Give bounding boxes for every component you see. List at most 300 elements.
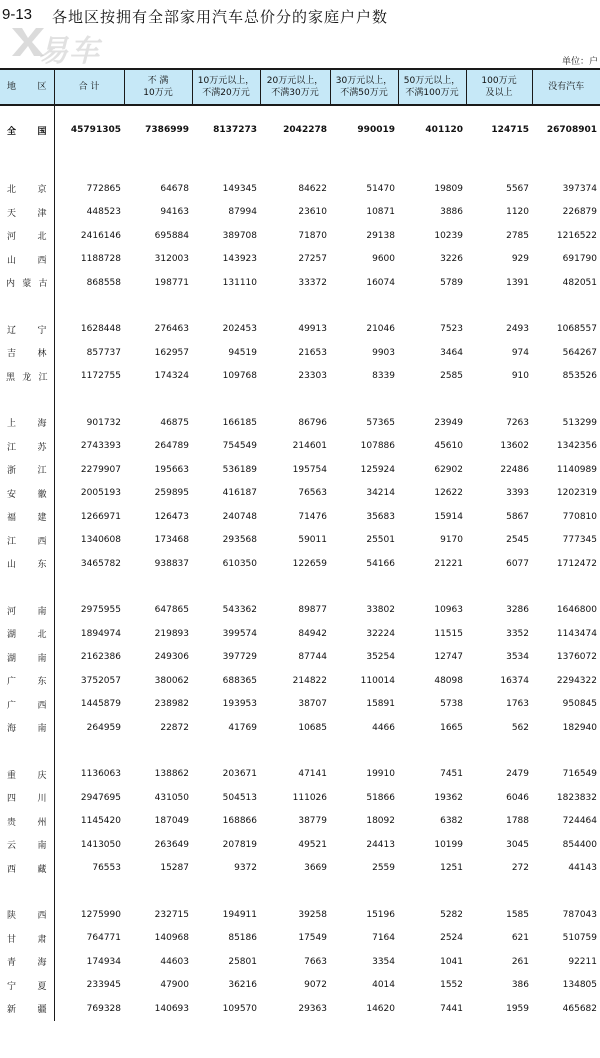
value-cell: 787043 <box>562 909 597 920</box>
unit-label: 单位：户 <box>561 57 598 67</box>
value-cell: 109570 <box>222 1003 257 1014</box>
region-label: 辽 宁 <box>7 325 47 336</box>
value-cell: 5738 <box>440 699 463 710</box>
value-cell: 27257 <box>298 254 327 265</box>
spacer-cell <box>192 880 260 903</box>
value-cell: 233945 <box>86 980 121 991</box>
region-name <box>0 669 54 693</box>
table-row <box>0 177 600 201</box>
value-cell: 29363 <box>298 1003 327 1014</box>
value-cell: 19809 <box>434 183 463 194</box>
table-row <box>0 599 600 623</box>
table-row <box>0 810 600 834</box>
value-cell: 62902 <box>434 464 463 475</box>
region-label: 吉 林 <box>7 349 47 360</box>
value-cell: 777345 <box>562 535 597 546</box>
value-cell: 2545 <box>506 535 529 546</box>
value-cell: 13602 <box>500 441 529 452</box>
value-cell: 938837 <box>154 558 189 569</box>
value-cell: 1665 <box>440 722 463 733</box>
value-cell: 1628448 <box>80 324 121 335</box>
value-cell: 854400 <box>562 839 597 850</box>
value-cell: 7451 <box>440 769 463 780</box>
value-cell: 125924 <box>360 464 395 475</box>
region-label: 河 南 <box>7 606 47 617</box>
region-label: 天 津 <box>7 208 47 219</box>
value-cell: 1413050 <box>80 839 121 850</box>
value-cell: 380062 <box>154 675 189 686</box>
spacer-cell <box>330 576 398 599</box>
value-cell: 207819 <box>222 839 257 850</box>
spacer-cell <box>0 154 54 177</box>
spacer-cell <box>466 576 532 599</box>
value-cell: 4466 <box>372 722 395 733</box>
value-cell: 276463 <box>154 324 189 335</box>
table-row <box>0 505 600 529</box>
region-label: 海 南 <box>7 724 47 735</box>
region-label: 甘 肃 <box>7 934 47 945</box>
value-cell: 272 <box>511 863 529 874</box>
region-label: 江 西 <box>7 536 47 547</box>
value-cell: 198771 <box>154 277 189 288</box>
value-cell: 16374 <box>500 675 529 686</box>
value-cell: 195663 <box>154 464 189 475</box>
value-cell: 3393 <box>506 488 529 499</box>
region-label: 上 海 <box>7 419 47 430</box>
header-text: 50万元以上， <box>403 76 461 86</box>
value-cell: 240748 <box>222 511 257 522</box>
value-cell: 482051 <box>562 277 597 288</box>
spacer-cell <box>330 295 398 318</box>
table-row <box>0 716 600 740</box>
value-cell: 312003 <box>154 254 189 265</box>
table-row <box>0 318 600 342</box>
value-cell: 691790 <box>562 254 597 265</box>
value-cell: 259895 <box>154 488 189 499</box>
value-cell: 19910 <box>366 769 395 780</box>
spacer-cell <box>466 388 532 411</box>
value-cell: 1041 <box>440 956 463 967</box>
region-name <box>0 810 54 834</box>
value-cell: 25501 <box>366 535 395 546</box>
value-cell: 134805 <box>562 980 597 991</box>
table-row <box>0 201 600 225</box>
region-name <box>0 411 54 435</box>
value-cell: 71870 <box>298 230 327 241</box>
value-cell: 214822 <box>292 675 327 686</box>
spacer-cell <box>466 740 532 763</box>
value-cell: 10199 <box>434 839 463 850</box>
header-text: 没有汽车 <box>548 82 585 92</box>
region-name <box>0 552 54 576</box>
table-row <box>0 997 600 1021</box>
value-cell: 3226 <box>440 254 463 265</box>
value-cell: 401120 <box>425 125 463 135</box>
data-table-container <box>0 68 600 1021</box>
spacer-cell <box>260 740 330 763</box>
value-cell: 45791305 <box>70 125 121 135</box>
value-cell: 386 <box>511 980 529 991</box>
region-label: 全 国 <box>7 126 47 137</box>
region-label: 黑 龙 江 <box>6 372 48 383</box>
value-cell: 38707 <box>298 699 327 710</box>
table-row <box>0 365 600 389</box>
spacer-cell <box>54 295 124 318</box>
value-cell: 92211 <box>568 956 597 967</box>
region-label: 河 北 <box>7 232 47 243</box>
value-cell: 122659 <box>292 558 327 569</box>
value-cell: 1646800 <box>556 605 597 616</box>
header-text: 不满20万元 <box>202 88 250 98</box>
watermark-text: 易车 <box>38 34 100 69</box>
header-text: 100万元 <box>481 76 517 86</box>
value-cell: 9372 <box>234 863 257 874</box>
value-cell: 647865 <box>154 605 189 616</box>
value-cell: 399574 <box>222 628 257 639</box>
value-cell: 3352 <box>506 628 529 639</box>
spacer-cell <box>0 880 54 903</box>
group-spacer <box>0 388 600 411</box>
value-cell: 21046 <box>366 324 395 335</box>
value-cell: 109768 <box>222 371 257 382</box>
value-cell: 51866 <box>366 792 395 803</box>
spacer-cell <box>0 388 54 411</box>
value-cell: 1145420 <box>80 816 121 827</box>
value-cell: 431050 <box>154 792 189 803</box>
region-name <box>0 505 54 529</box>
region-label: 内 蒙 古 <box>6 279 48 290</box>
value-cell: 416187 <box>222 488 257 499</box>
region-name <box>0 833 54 857</box>
value-cell: 3045 <box>506 839 529 850</box>
column-header-2 <box>124 69 192 105</box>
table-row <box>0 669 600 693</box>
region-name <box>0 927 54 951</box>
region-label: 贵 州 <box>7 817 47 828</box>
spacer-cell <box>532 576 600 599</box>
region-name <box>0 693 54 717</box>
value-cell: 543362 <box>222 605 257 616</box>
table-row <box>0 950 600 974</box>
value-cell: 1120 <box>506 207 529 218</box>
value-cell: 2975955 <box>80 605 121 616</box>
value-cell: 688365 <box>222 675 257 686</box>
value-cell: 1959 <box>506 1003 529 1014</box>
value-cell: 8137273 <box>213 125 257 135</box>
value-cell: 7441 <box>440 1003 463 1014</box>
value-cell: 124715 <box>491 125 529 135</box>
value-cell: 10871 <box>366 207 395 218</box>
value-cell: 465682 <box>562 1003 597 1014</box>
region-label: 新 疆 <box>7 1005 47 1016</box>
table-row <box>0 646 600 670</box>
value-cell: 293568 <box>222 535 257 546</box>
header-text: 及以上 <box>485 88 513 98</box>
value-cell: 3354 <box>372 956 395 967</box>
region-label: 青 海 <box>7 958 47 969</box>
value-cell: 168866 <box>222 816 257 827</box>
value-cell: 29138 <box>366 230 395 241</box>
page-title: 各地区按拥有全部家用汽车总价分的家庭户户数 <box>52 8 389 26</box>
value-cell: 12747 <box>434 652 463 663</box>
value-cell: 1391 <box>506 277 529 288</box>
table-row <box>0 763 600 787</box>
value-cell: 6077 <box>506 558 529 569</box>
value-cell: 59011 <box>298 535 327 546</box>
value-cell: 15891 <box>366 699 395 710</box>
value-cell: 48098 <box>434 675 463 686</box>
value-cell: 5282 <box>440 909 463 920</box>
value-cell: 974 <box>511 347 529 358</box>
value-cell: 143923 <box>222 254 257 265</box>
value-cell: 1376072 <box>556 652 597 663</box>
region-label: 宁 夏 <box>7 981 47 992</box>
value-cell: 3465782 <box>80 558 121 569</box>
value-cell: 7663 <box>304 956 327 967</box>
value-cell: 23610 <box>298 207 327 218</box>
value-cell: 264959 <box>86 722 121 733</box>
spacer-cell <box>260 154 330 177</box>
table-body <box>0 105 600 1021</box>
value-cell: 769328 <box>86 1003 121 1014</box>
value-cell: 513299 <box>562 417 597 428</box>
value-cell: 7523 <box>440 324 463 335</box>
value-cell: 18092 <box>366 816 395 827</box>
header-text: 不 满 <box>147 76 169 86</box>
table-row <box>0 552 600 576</box>
value-cell: 111026 <box>292 792 327 803</box>
value-cell: 10685 <box>298 722 327 733</box>
table-row <box>0 786 600 810</box>
value-cell: 110014 <box>360 675 395 686</box>
header-text: 30万元以上， <box>335 76 393 86</box>
value-cell: 2524 <box>440 933 463 944</box>
table-row <box>0 248 600 272</box>
region-name <box>0 622 54 646</box>
value-cell: 15914 <box>434 511 463 522</box>
value-cell: 1552 <box>440 980 463 991</box>
value-cell: 214601 <box>292 441 327 452</box>
value-cell: 397374 <box>562 183 597 194</box>
header-text: 区 <box>37 82 47 92</box>
region-name <box>0 646 54 670</box>
region-name <box>0 435 54 459</box>
value-cell: 10239 <box>434 230 463 241</box>
column-header-region <box>0 69 54 105</box>
value-cell: 2493 <box>506 324 529 335</box>
value-cell: 1445879 <box>80 699 121 710</box>
value-cell: 21221 <box>434 558 463 569</box>
value-cell: 44603 <box>160 956 189 967</box>
group-spacer <box>0 880 600 903</box>
value-cell: 3286 <box>506 605 529 616</box>
value-cell: 94163 <box>160 207 189 218</box>
region-name <box>0 458 54 482</box>
table-row <box>0 341 600 365</box>
value-cell: 389708 <box>222 230 257 241</box>
value-cell: 15196 <box>366 909 395 920</box>
region-label: 安 徽 <box>7 489 47 500</box>
value-cell: 107886 <box>360 441 395 452</box>
region-name <box>0 903 54 927</box>
value-cell: 901732 <box>86 417 121 428</box>
region-name <box>0 248 54 272</box>
value-cell: 49521 <box>298 839 327 850</box>
spacer-cell <box>124 740 192 763</box>
value-cell: 1172755 <box>80 371 121 382</box>
header-text: 20万元以上， <box>266 76 324 86</box>
value-cell: 1275990 <box>80 909 121 920</box>
value-cell: 203671 <box>222 769 257 780</box>
spacer-cell <box>192 576 260 599</box>
value-cell: 1763 <box>506 699 529 710</box>
value-cell: 2042278 <box>283 125 327 135</box>
value-cell: 232715 <box>154 909 189 920</box>
value-cell: 219893 <box>154 628 189 639</box>
value-cell: 1266971 <box>80 511 121 522</box>
value-cell: 1136063 <box>80 769 121 780</box>
spacer-cell <box>398 295 466 318</box>
value-cell: 26708901 <box>546 125 597 135</box>
spacer-cell <box>124 388 192 411</box>
value-cell: 3534 <box>506 652 529 663</box>
value-cell: 138862 <box>154 769 189 780</box>
header-text: 不满50万元 <box>340 88 388 98</box>
region-label: 四 川 <box>7 794 47 805</box>
spacer-cell <box>532 388 600 411</box>
value-cell: 5789 <box>440 277 463 288</box>
spacer-cell <box>260 576 330 599</box>
spacer-cell <box>124 295 192 318</box>
column-header-6 <box>398 69 466 105</box>
value-cell: 202453 <box>222 324 257 335</box>
spacer-cell <box>54 154 124 177</box>
value-cell: 1712472 <box>556 558 597 569</box>
value-cell: 536189 <box>222 464 257 475</box>
header-text: 10万元以上， <box>197 76 255 86</box>
value-cell: 910 <box>511 371 529 382</box>
value-cell: 174324 <box>154 371 189 382</box>
value-cell: 9903 <box>372 347 395 358</box>
value-cell: 1340608 <box>80 535 121 546</box>
value-cell: 2785 <box>506 230 529 241</box>
column-header-4 <box>260 69 330 105</box>
group-spacer <box>0 295 600 318</box>
region-name <box>0 177 54 201</box>
value-cell: 84942 <box>298 628 327 639</box>
table-header-row <box>0 69 600 105</box>
region-name <box>0 763 54 787</box>
value-cell: 1143474 <box>556 628 597 639</box>
spacer-cell <box>466 295 532 318</box>
value-cell: 47141 <box>298 769 327 780</box>
value-cell: 87744 <box>298 652 327 663</box>
value-cell: 990019 <box>357 125 395 135</box>
value-cell: 35683 <box>366 511 395 522</box>
region-label: 江 苏 <box>7 442 47 453</box>
value-cell: 1216522 <box>556 230 597 241</box>
table-number: 9-13 <box>2 6 33 23</box>
spacer-cell <box>398 154 466 177</box>
value-cell: 764771 <box>86 933 121 944</box>
region-label: 湖 南 <box>7 653 47 664</box>
region-label: 浙 江 <box>7 466 47 477</box>
spacer-cell <box>124 880 192 903</box>
value-cell: 38779 <box>298 816 327 827</box>
value-cell: 716549 <box>562 769 597 780</box>
spacer-cell <box>192 740 260 763</box>
table-row <box>0 105 600 154</box>
value-cell: 149345 <box>222 183 257 194</box>
spacer-cell <box>54 740 124 763</box>
value-cell: 85186 <box>228 933 257 944</box>
region-name <box>0 529 54 553</box>
value-cell: 39258 <box>298 909 327 920</box>
value-cell: 33802 <box>366 605 395 616</box>
value-cell: 64678 <box>160 183 189 194</box>
value-cell: 226879 <box>562 207 597 218</box>
region-name <box>0 224 54 248</box>
table-row <box>0 622 600 646</box>
value-cell: 9170 <box>440 535 463 546</box>
value-cell: 249306 <box>154 652 189 663</box>
value-cell: 14620 <box>366 1003 395 1014</box>
value-cell: 950845 <box>562 699 597 710</box>
value-cell: 2585 <box>440 371 463 382</box>
value-cell: 140693 <box>154 1003 189 1014</box>
value-cell: 140968 <box>154 933 189 944</box>
value-cell: 261 <box>511 956 529 967</box>
value-cell: 46875 <box>160 417 189 428</box>
value-cell: 187049 <box>154 816 189 827</box>
column-header-3 <box>192 69 260 105</box>
spacer-cell <box>192 154 260 177</box>
region-name <box>0 105 54 154</box>
table-row <box>0 903 600 927</box>
value-cell: 87994 <box>228 207 257 218</box>
value-cell: 2005193 <box>80 488 121 499</box>
spacer-cell <box>398 880 466 903</box>
value-cell: 16074 <box>366 277 395 288</box>
value-cell: 564267 <box>562 347 597 358</box>
column-header-8 <box>532 69 600 105</box>
value-cell: 24413 <box>366 839 395 850</box>
value-cell: 44143 <box>568 863 597 874</box>
column-header-5 <box>330 69 398 105</box>
value-cell: 857737 <box>86 347 121 358</box>
region-name <box>0 599 54 623</box>
value-cell: 182940 <box>562 722 597 733</box>
value-cell: 770810 <box>562 511 597 522</box>
region-label: 湖 北 <box>7 630 47 641</box>
spacer-cell <box>124 576 192 599</box>
region-label: 重 庆 <box>7 770 47 781</box>
value-cell: 9072 <box>304 980 327 991</box>
value-cell: 23949 <box>434 417 463 428</box>
value-cell: 10963 <box>434 605 463 616</box>
value-cell: 7263 <box>506 417 529 428</box>
region-name <box>0 786 54 810</box>
table-row <box>0 224 600 248</box>
spacer-cell <box>54 388 124 411</box>
region-name <box>0 716 54 740</box>
value-cell: 510759 <box>562 933 597 944</box>
group-spacer <box>0 154 600 177</box>
value-cell: 1585 <box>506 909 529 920</box>
value-cell: 504513 <box>222 792 257 803</box>
table-row <box>0 458 600 482</box>
group-spacer <box>0 576 600 599</box>
